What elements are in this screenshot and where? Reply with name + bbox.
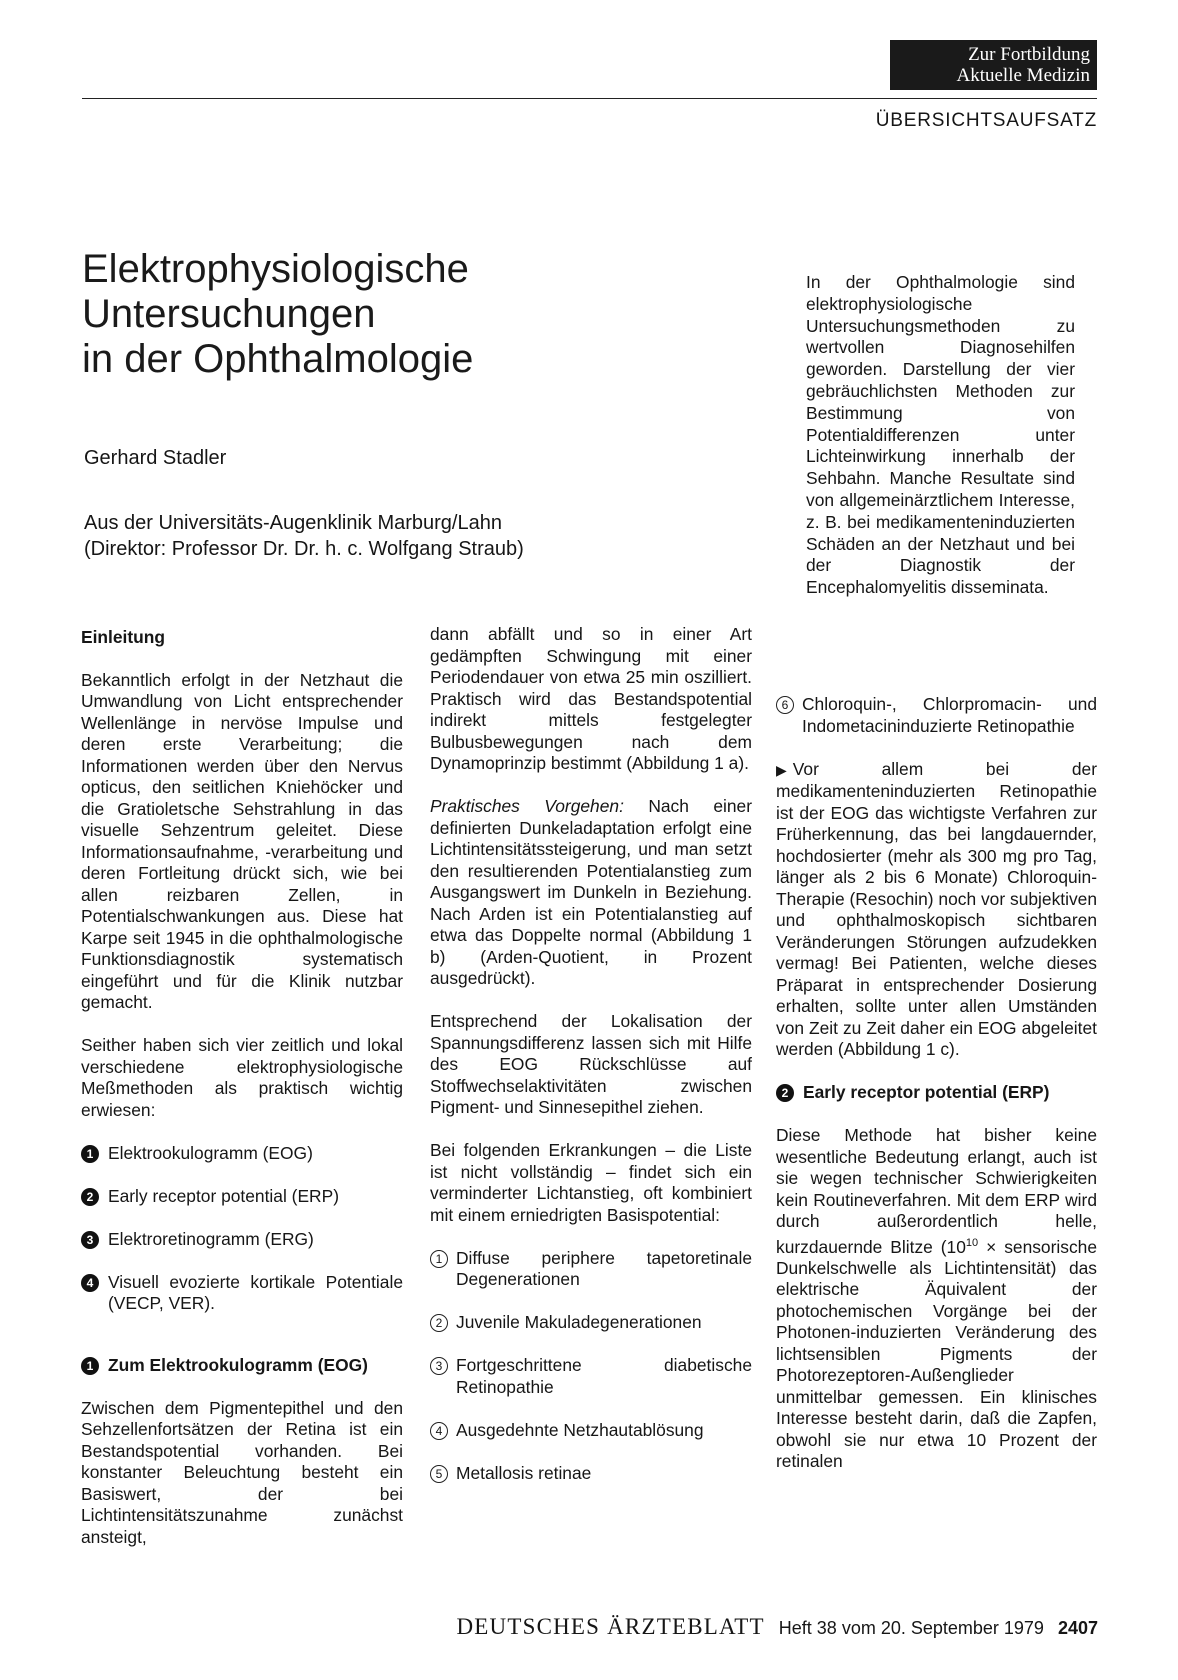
title-line-1: Elektrophysiologische	[82, 247, 469, 291]
heading-erp	[776, 1082, 1097, 1104]
circled-1-icon: 1	[430, 1250, 448, 1268]
disease-label: Metallosis retinae	[456, 1462, 592, 1483]
article-title	[82, 247, 682, 382]
disease-label: Juvenile Makuladegenerationen	[456, 1312, 702, 1332]
disease-label: Fortgeschrittene diabetische Retinopathie	[456, 1355, 752, 1397]
circled-6-icon: 6	[776, 696, 794, 714]
badge-line-2: Aktuelle Medizin	[956, 65, 1090, 86]
author: Gerhard Stadler	[84, 447, 227, 469]
practical-procedure-paragraph	[430, 796, 752, 990]
number-2-icon: 2	[776, 1084, 794, 1102]
eog-paragraph-1: Zwischen dem Pigmentepithel und den Sehzellenfortsätzen der Retina ist ein Bestandspotential vorhanden. Bei konstanter Beleuchtung besteht ein Basiswert, der bei Lichtintensitätszunahme zunächst ansteigt,	[81, 1397, 403, 1547]
circled-4-icon: 4	[430, 1422, 448, 1440]
title-line-3: in der Ophthalmologie	[82, 337, 474, 381]
journal-name: DEUTSCHES ÄRZTEBLATT	[456, 1614, 765, 1639]
number-1-icon: 1	[81, 1357, 99, 1375]
eog-paragraph-4: Bei folgenden Erkrankungen – die Liste ist nicht vollständig – findet sich ein verminderter Lichtanstieg, oft kombiniert mit einem erniedrigten Basispotential:	[430, 1140, 752, 1225]
disease-item-6	[776, 694, 1097, 737]
section-label: ÜBERSICHTSAUFSATZ	[875, 110, 1097, 131]
practical-procedure-lead: Praktisches Vorgehen:	[430, 796, 624, 816]
method-label: Elektroretinogramm (ERG)	[108, 1228, 314, 1249]
circled-3-icon: 3	[430, 1357, 448, 1375]
method-item-eog	[81, 1143, 403, 1165]
column-2	[430, 624, 752, 1506]
erp-paragraph-1	[776, 1125, 1097, 1473]
heading-eog	[81, 1355, 403, 1377]
number-4-icon: 4	[81, 1274, 99, 1292]
number-2-icon: 2	[81, 1188, 99, 1206]
disease-item-1	[430, 1248, 752, 1291]
method-item-erg	[81, 1229, 403, 1251]
disease-label: Ausgedehnte Netzhautablösung	[456, 1419, 704, 1440]
disease-item-3	[430, 1355, 752, 1398]
disease-label: Diffuse periphere tapetoretinale Degenerationen	[456, 1247, 752, 1289]
circled-2-icon: 2	[430, 1314, 448, 1332]
category-badge	[890, 40, 1097, 90]
erp-exponent: 10	[965, 1236, 979, 1249]
practical-procedure-text: Nach einer definierten Dunkeladaptation erfolgt eine Lichtintensitätssteigerung, und man setzt den resultierenden Potentialanstieg zum Ausgangswert im Dunkeln in Beziehung. Nach Arden ist ein Potentialanstieg auf etwa das Doppelte normal (Abbildung 1 b) (Arden-Quotient, in Prozent ausgedrückt).	[430, 796, 752, 988]
eog-paragraph-2: dann abfällt und so in einer Art gedämpften Schwingung mit einer Periodendauer von etwa 25 min oszilliert. Praktisch wird das Bestandspotential indirekt mittels festgelegter Bulbusbewegungen nach dem Dynamoprinzip bestimmt (Abbildung 1 a).	[430, 624, 752, 773]
disease-item-4	[430, 1420, 752, 1442]
intro-paragraph-2: Seither haben sich vier zeitlich und lokal verschiedene elektrophysiologische Meßmethoden als praktisch wichtig erwiesen:	[81, 1035, 403, 1120]
abstract: In der Ophthalmologie sind elektrophysiologische Untersuchungsmethoden zu wertvollen Diagnosehilfen geworden. Darstellung der vier gebräuchlichsten Methoden zur Bestimmung von Potentialdifferenzen unter Lichteinwirkung innerhalb der Sehbahn. Manche Resultate sind von allgemeinärztlichem Interesse, z. B. bei medikamenteninduzierten Schäden an der Netzhaut und bei der Diagnostik der Encephalomyelitis disseminata.	[806, 272, 1075, 598]
circled-5-icon: 5	[430, 1465, 448, 1483]
page-number: 2407	[1057, 1618, 1098, 1638]
heading-eog-text: Zum Elektrookulogramm (EOG)	[108, 1354, 368, 1375]
title-line-2: Untersuchungen	[82, 292, 376, 336]
method-label: Early receptor potential (ERP)	[108, 1185, 340, 1206]
page-footer	[0, 1614, 1098, 1640]
column-3	[776, 694, 1097, 1494]
arrow-right-icon: ▶	[776, 761, 787, 778]
affiliation-line-2: (Direktor: Professor Dr. Dr. h. c. Wolfgang Straub)	[84, 538, 524, 560]
issue-info: Heft 38 vom 20. September 1979	[778, 1618, 1044, 1638]
affiliation	[84, 510, 524, 562]
intro-paragraph-1: Bekanntlich erfolgt in der Netzhaut die Umwandlung von Licht entsprechender Wellenlänge in nervöse Impulse und deren erste Verarbeitung; die Informationen werden über den Nervus opticus, den seitlichen Kniehöcker und die Gratioletsche Sehstrahlung in das visuelle Sehzentrum geleitet. Diese Informationsaufnahme, -verarbeitung und deren Fortleitung drückt sich, wie bei allen reizbaren Zellen, in Potentialschwankungen aus. Diese hat Karpe seit 1945 in die ophthalmologische Funktionsdiagnostik systematisch eingeführt und für die Klinik nutzbar gemacht.	[81, 669, 403, 1012]
erp-text-b: × sensorische Dunkelschwelle als Lichtintensität) das elektrische Äquivalent der photochemischen Vorgänge bei der Photonen-induzierten Veränderung des lichtsensiblen Pigments der Photorezeptoren-Außenglieder unmittelbar gemessen. Ein klinisches Interesse besteht darin, daß die Zapfen, obwohl sie nur etwa 10 Prozent der retinalen	[776, 1236, 1097, 1472]
method-label: Visuell evozierte kortikale Potentiale (VECP, VER).	[108, 1271, 403, 1313]
chloroquin-paragraph	[776, 759, 1097, 1061]
disease-item-2	[430, 1312, 752, 1334]
affiliation-line-1: Aus der Universitäts-Augenklinik Marburg/Lahn	[84, 512, 502, 534]
column-1	[81, 627, 403, 1570]
method-item-vecp	[81, 1272, 403, 1315]
header-rule	[82, 98, 1097, 99]
eog-paragraph-3: Entsprechend der Lokalisation der Spannungsdifferenz lassen sich mit Hilfe des EOG Rückschlüsse auf Stoffwechselaktivitäten zwischen Pigment- und Sinnesepithel ziehen.	[430, 1011, 752, 1117]
heading-einleitung: Einleitung	[81, 627, 166, 647]
badge-line-1: Zur Fortbildung	[968, 44, 1090, 65]
number-1-icon: 1	[81, 1145, 99, 1163]
erp-text-a: Diese Methode hat bisher keine wesentliche Bedeutung erlangt, auch ist sie wegen technischer Schwierigkeiten kein Routineverfahren. Mit dem ERP wird durch außerordentlich helle, kurzdauernde Blitze (10	[776, 1125, 1097, 1257]
method-label: Elektrookulogramm (EOG)	[108, 1142, 313, 1163]
method-item-erp	[81, 1186, 403, 1208]
heading-erp-text: Early receptor potential (ERP)	[803, 1082, 1050, 1102]
disease-label: Chloroquin-, Chlorpromacin- und Indometacininduzierte Retinopathie	[802, 694, 1097, 736]
disease-item-5	[430, 1463, 752, 1485]
chloroquin-text: Vor allem bei der medikamenteninduzierten Retinopathie ist der EOG das wichtigste Verfahren zur Früherkennung, das bei langdauernder, hochdosierter (mehr als 300 mg pro Tag, länger als 2 bis 6 Monate) Chloroquin-Therapie (Resochin) noch vor subjektiven und ophthalmoskopisch sichtbaren Veränderungen Störungen aufzudekken vermag! Bei Patienten, welche dieses Präparat in entsprechender Dosierung erhalten, sollte unter allen Umständen von Zeit zu Zeit daher ein EOG abgeleitet werden (Abbildung 1 c).	[776, 758, 1097, 1059]
number-3-icon: 3	[81, 1231, 99, 1249]
